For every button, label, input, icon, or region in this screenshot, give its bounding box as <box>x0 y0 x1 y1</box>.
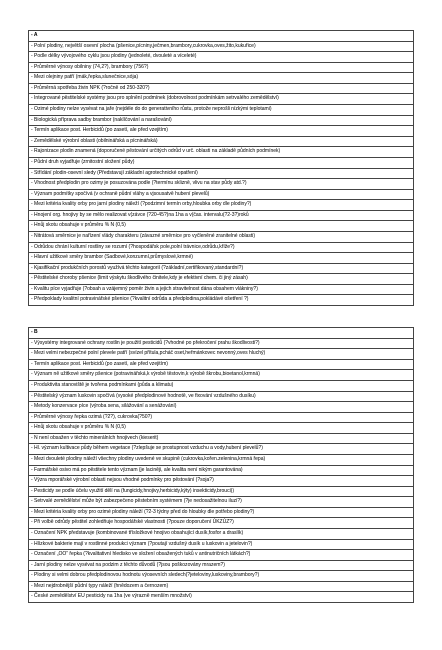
table-row <box>29 126 414 137</box>
table-row <box>29 231 414 242</box>
row-text: - Hlízkové bakterie mají v rostlinné produkci význam (?poutají vzdušný dusík u luskovin a jetelovin?) <box>29 539 414 550</box>
row-text: - Rajonizace plodin znamená (doporučené pěstování určitých odrůd v urč. oblasti na základě půdních podmínek) <box>29 147 414 158</box>
row-text: - Při volbě odrůdy pěstitel zohledňuje hospodářské vlastnosti (?pouze doporučení ÚKZÚZ?) <box>29 518 414 529</box>
table-row <box>29 423 414 434</box>
document-sheet <box>28 30 414 603</box>
table-row <box>29 592 414 603</box>
table-row <box>29 157 414 168</box>
row-text: - Jarní plodiny nelze vysévat na podzim z těchto důvodů (?jsou poškozovány mrazem?) <box>29 560 414 571</box>
section-gap <box>28 306 414 327</box>
table-row <box>29 94 414 105</box>
table-row <box>29 497 414 508</box>
table-row <box>29 465 414 476</box>
table-row <box>29 263 414 274</box>
table-row <box>29 242 414 253</box>
section-a-heading-row <box>29 31 414 42</box>
row-text: - Ozimé plodiny nelze vysévat na jaře (nejdéle do do generativního růstu, protože neprošli nízkými teplotami) <box>29 105 414 116</box>
table-row <box>29 284 414 295</box>
row-text: - Setrvalé zemědělství může být zabezpečeno pěstebním systémem (?je nedosažitelnou iluzí?) <box>29 497 414 508</box>
row-text: - Půdní druh vyjadřuje (zrnitostní složení půdy) <box>29 157 414 168</box>
table-row <box>29 349 414 360</box>
row-text: - Mezi kritéria kvality orby pro jarní plodiny náleží (?podzimní termín orby,hloubka orby dle plodiny?) <box>29 200 414 211</box>
row-text: - Střídání plodin-osevní sledy (Představují základní agrotechnické opatření) <box>29 168 414 179</box>
table-row <box>29 221 414 232</box>
row-text: - Pěstitelský význam luskovin spočívá (vysoké předplodinové hodnotě, ve fixování vzdušného dusíku) <box>29 391 414 402</box>
table-row <box>29 62 414 73</box>
row-text: - Význam ně užitkové směry pšenice (potravinářská,k výrobě těstovin,k výrobě škrobu,bioetanol,krmná) <box>29 370 414 381</box>
table-row <box>29 380 414 391</box>
table-row <box>29 83 414 94</box>
section-b-body <box>29 328 414 603</box>
row-text: - Hnůj skotu obsahuje v průměru % N (0,5) <box>29 221 414 232</box>
section-a-heading: - A <box>29 31 414 42</box>
row-text: - Plodiny si velmi dobrou předplodinovou hodnotu výosevních sledech(?jeteloviny,luskoviny,brambory?) <box>29 571 414 582</box>
row-text: - Pěstitelské choroby pšenice (limit výskytu škodlivého činitele,kdy je efektivní chem. či jiný zásah) <box>29 274 414 285</box>
row-text: - Mezi velmi nebezpečné polní plevele patří (svízel přítula,pcháč oset,heřmánkovec nevonný,oves hluchý) <box>29 349 414 360</box>
row-text: - Mezi nejdrobnější půdní typy náleží (hnědozem a černozem) <box>29 581 414 592</box>
row-text: - Produktivita stanoviště je tvořena podmínkami (půda a klimatu) <box>29 380 414 391</box>
table-row <box>29 105 414 116</box>
table-row <box>29 338 414 349</box>
table-row <box>29 189 414 200</box>
row-text: - Podle délky vývojového cyklu jsou plodiny (jednoleté, dvouleté a víceleté) <box>29 52 414 63</box>
section-b-heading-row <box>29 328 414 339</box>
row-text: - Termín aplikace post. Herbicidů (po zasetí, ale před vzejitím) <box>29 126 414 137</box>
row-text: - Hnůj skotu obsahuje v průměru % N (0,5) <box>29 423 414 434</box>
row-text: - Pesticidy se podle účelu využití dělí na (fungicidy,hnojivy,herbicidy,kýty) insekticidy,brouci)) <box>29 486 414 497</box>
table-row <box>29 359 414 370</box>
table-row <box>29 581 414 592</box>
table-row <box>29 412 414 423</box>
table-row <box>29 571 414 582</box>
section-b-table <box>28 327 414 603</box>
table-row <box>29 295 414 306</box>
row-text: - Hnojení org. hnojivy by se mělo realizovat v(závce (?20-45?)na 1ha a v(čas. intervalu(?2-3?)roků <box>29 210 414 221</box>
table-row <box>29 486 414 497</box>
row-text: - Odrůdou chrání kulturní rostliny se rozumí (?hospodářsk pole,polní trávnice,odrůdu,kříže?) <box>29 242 414 253</box>
table-row <box>29 147 414 158</box>
table-row <box>29 454 414 465</box>
table-row <box>29 41 414 52</box>
row-text: - Kvalitu píce vyjadřuje (?obsah a vzájemný poměr živin a jejich stravitelnost dána obsahem vlákniny?) <box>29 284 414 295</box>
table-row <box>29 402 414 413</box>
row-text: - Označení NPK představuje (kombinované třísložkové hnojivo obsahující dusík,fosfor a draslík) <box>29 529 414 540</box>
table-row <box>29 274 414 285</box>
row-text: - Průměrné výnosy obilniny (74,2?), brambory (756?) <box>29 62 414 73</box>
row-text: - Výsystémy integrované ochrany rostlin je použití pesticidů (?vhodné po překročení prahu škodlivosti?) <box>29 338 414 349</box>
table-row <box>29 550 414 561</box>
table-row <box>29 52 414 63</box>
section-a-table <box>28 30 414 306</box>
row-text: - Označení „OO“ řepka (?kvalitativní hledisko ve složení obsažených tuků v antinutričních látkách?) <box>29 550 414 561</box>
row-text: - Vhodnost předplodin pro ozimy je posuzována podle (?termínu sklizně, vlivu na stav půdy atd.?) <box>29 179 414 190</box>
table-row <box>29 136 414 147</box>
row-text: - Průměrná spotřeba živin NPK (?ročně od 250-320?) <box>29 83 414 94</box>
row-text: - Farmářské osivo má po pěstitele tento význam (je laciněji, ale kvalita není nikým garantována) <box>29 465 414 476</box>
table-row <box>29 507 414 518</box>
row-text: - Metody konzervace píce (výroba sena, silážování a senážování) <box>29 402 414 413</box>
row-text: - Termín aplikace post. Herbicidů (po zasetí, ale před vzejitím) <box>29 359 414 370</box>
row-text: - Hl. význam kultivace půdy během vegetace (?zlepšuje se prostupnost vzduchu a vody,hubení plevelů?) <box>29 444 414 455</box>
row-text: - Mezi kritéria kvality orby pro ozimé plodiny náleží (?2-3 týdny před do hloubky dle potřebo plodiny?) <box>29 507 414 518</box>
row-text: - Průměrné výnosy řepka ozimá (?2?), cukrovka(?50?) <box>29 412 414 423</box>
row-text: - Význam podmítky spočívá (v ochraně půdní vláhy a vjsousatvě hubení plevelů) <box>29 189 414 200</box>
row-text: - Zemědělské výrobní oblasti (obilninářská a pícninářská) <box>29 136 414 147</box>
table-row <box>29 529 414 540</box>
section-b-heading: - B <box>29 328 414 339</box>
table-row <box>29 168 414 179</box>
section-a-body <box>29 31 414 306</box>
row-text: - Integrované pěstitelské systémy jsou pro splnění podmínek (dobrovolnost podmínkám setrvalého zemědělství) <box>29 94 414 105</box>
table-row <box>29 179 414 190</box>
table-row <box>29 476 414 487</box>
table-row <box>29 253 414 264</box>
row-text: - Předpoklady kvalitní potravinářské pšenice (?kvalitní odrůda a předplodina,pokládávé ošetření ?) <box>29 295 414 306</box>
row-text: - Mezi olejniny patří (mák,řepka,slunečnice,sója) <box>29 73 414 84</box>
table-row <box>29 518 414 529</box>
table-row <box>29 391 414 402</box>
row-text: - České zemědělství EU pesticidy na 1ha (ve výrazně menším množství) <box>29 592 414 603</box>
row-text: - Nitrátová směrnice je nařízení vlády charakteru (závazné směrnice pro vyčleněné zranitelné oblasti) <box>29 231 414 242</box>
table-row <box>29 539 414 550</box>
table-row <box>29 560 414 571</box>
table-row <box>29 444 414 455</box>
row-text: - Výzra mporářské výrobní oblasti nejsou vhodné podmínky pro pěstování (?soja?) <box>29 476 414 487</box>
table-row <box>29 433 414 444</box>
table-row <box>29 210 414 221</box>
row-text: - Mezi dvouleté plodiny náleží všechny plodiny uvedené ve skupině (cukrovka,kořen.zelenina,krmná řepa) <box>29 454 414 465</box>
row-text: - N není obsažen v těchto minerálních hnojivech (kieserit) <box>29 433 414 444</box>
row-text: - Kjasifikační produkčních porostů využívá těchto kategorií (?základní,certifikovaný,standardní?) <box>29 263 414 274</box>
table-row <box>29 73 414 84</box>
row-text: - Biologická příprava sadby brambor (naklíčování a narašování) <box>29 115 414 126</box>
table-row <box>29 370 414 381</box>
row-text: - Polní plodiny, největší osevní plocha (pšenice,pícniny,ječmen,brambory,cukrovka,oves,žito,kukuřice) <box>29 41 414 52</box>
table-row <box>29 200 414 211</box>
row-text: - Hlavní užitkové směry brambor (Sadbové,konzumní,průmyslové,krmné) <box>29 253 414 264</box>
table-row <box>29 115 414 126</box>
